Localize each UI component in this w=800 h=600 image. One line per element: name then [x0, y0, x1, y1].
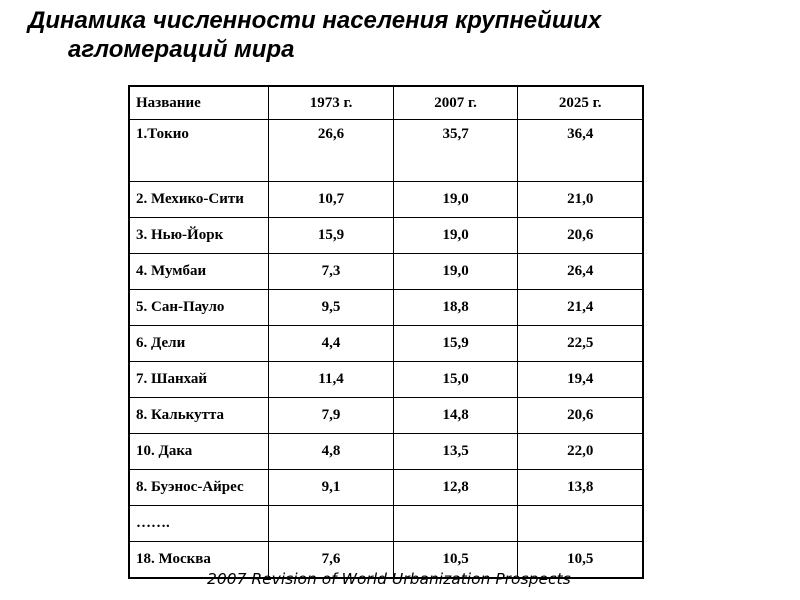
table-row: [129, 362, 643, 398]
value-2025-cell: 21,0: [518, 182, 643, 218]
value-1973-cell: 4,8: [269, 434, 394, 470]
value-2007-cell: 15,9: [393, 326, 518, 362]
column-header-2007: 2007 г.: [393, 86, 518, 120]
city-name-cell: 2. Мехико-Сити: [129, 182, 269, 218]
value-2025-cell: 22,5: [518, 326, 643, 362]
value-2007-cell: 18,8: [393, 290, 518, 326]
table-row: [129, 120, 643, 182]
city-name-cell: 10. Дака: [129, 434, 269, 470]
city-name-cell: 5. Сан-Пауло: [129, 290, 269, 326]
city-name-cell: 7. Шанхай: [129, 362, 269, 398]
value-1973-cell: [269, 506, 394, 542]
value-2025-cell: [518, 506, 643, 542]
value-1973-cell: 7,6: [269, 542, 394, 579]
page-title: [28, 6, 648, 64]
city-name-cell: 8. Калькутта: [129, 398, 269, 434]
city-name-cell: 8. Буэнос-Айрес: [129, 470, 269, 506]
table-row: [129, 290, 643, 326]
column-header-name: Название: [129, 86, 269, 120]
value-1973-cell: 15,9: [269, 218, 394, 254]
value-2025-cell: 13,8: [518, 470, 643, 506]
value-2007-cell: 19,0: [393, 182, 518, 218]
city-name-cell: 6. Дели: [129, 326, 269, 362]
value-2025-cell: 19,4: [518, 362, 643, 398]
value-1973-cell: 7,9: [269, 398, 394, 434]
value-2025-cell: 21,4: [518, 290, 643, 326]
value-1973-cell: 26,6: [269, 120, 394, 182]
source-caption: 2007 Revision of World Urbanization Prospects: [207, 570, 571, 588]
table-row: [129, 434, 643, 470]
value-2007-cell: 14,8: [393, 398, 518, 434]
value-1973-cell: 10,7: [269, 182, 394, 218]
value-2007-cell: 12,8: [393, 470, 518, 506]
value-2025-cell: 26,4: [518, 254, 643, 290]
value-1973-cell: 9,1: [269, 470, 394, 506]
table-row: [129, 218, 643, 254]
value-2025-cell: 22,0: [518, 434, 643, 470]
population-table: [128, 85, 644, 579]
table-row: [129, 398, 643, 434]
value-2007-cell: 10,5: [393, 542, 518, 579]
city-name-cell: 4. Мумбаи: [129, 254, 269, 290]
value-1973-cell: 7,3: [269, 254, 394, 290]
column-header-1973: 1973 г.: [269, 86, 394, 120]
city-name-cell: 1.Токио: [129, 120, 269, 182]
value-2007-cell: [393, 506, 518, 542]
value-2007-cell: 19,0: [393, 218, 518, 254]
table-row: [129, 182, 643, 218]
table-row: [129, 254, 643, 290]
table-row: [129, 506, 643, 542]
value-2025-cell: 10,5: [518, 542, 643, 579]
value-1973-cell: 4,4: [269, 326, 394, 362]
value-2025-cell: 36,4: [518, 120, 643, 182]
title-line-2: агломераций мира: [68, 36, 295, 63]
value-2025-cell: 20,6: [518, 398, 643, 434]
title-line-1: Динамика численности населения крупнейших: [28, 7, 602, 34]
value-2007-cell: 13,5: [393, 434, 518, 470]
city-name-cell: …….: [129, 506, 269, 542]
value-2007-cell: 19,0: [393, 254, 518, 290]
table-row: [129, 470, 643, 506]
column-header-2025: 2025 г.: [518, 86, 643, 120]
table-header-row: [129, 86, 643, 120]
value-1973-cell: 9,5: [269, 290, 394, 326]
table-row: [129, 326, 643, 362]
value-2007-cell: 15,0: [393, 362, 518, 398]
city-name-cell: 3. Нью-Йорк: [129, 218, 269, 254]
value-1973-cell: 11,4: [269, 362, 394, 398]
value-2007-cell: 35,7: [393, 120, 518, 182]
value-2025-cell: 20,6: [518, 218, 643, 254]
city-name-cell: 18. Москва: [129, 542, 269, 579]
